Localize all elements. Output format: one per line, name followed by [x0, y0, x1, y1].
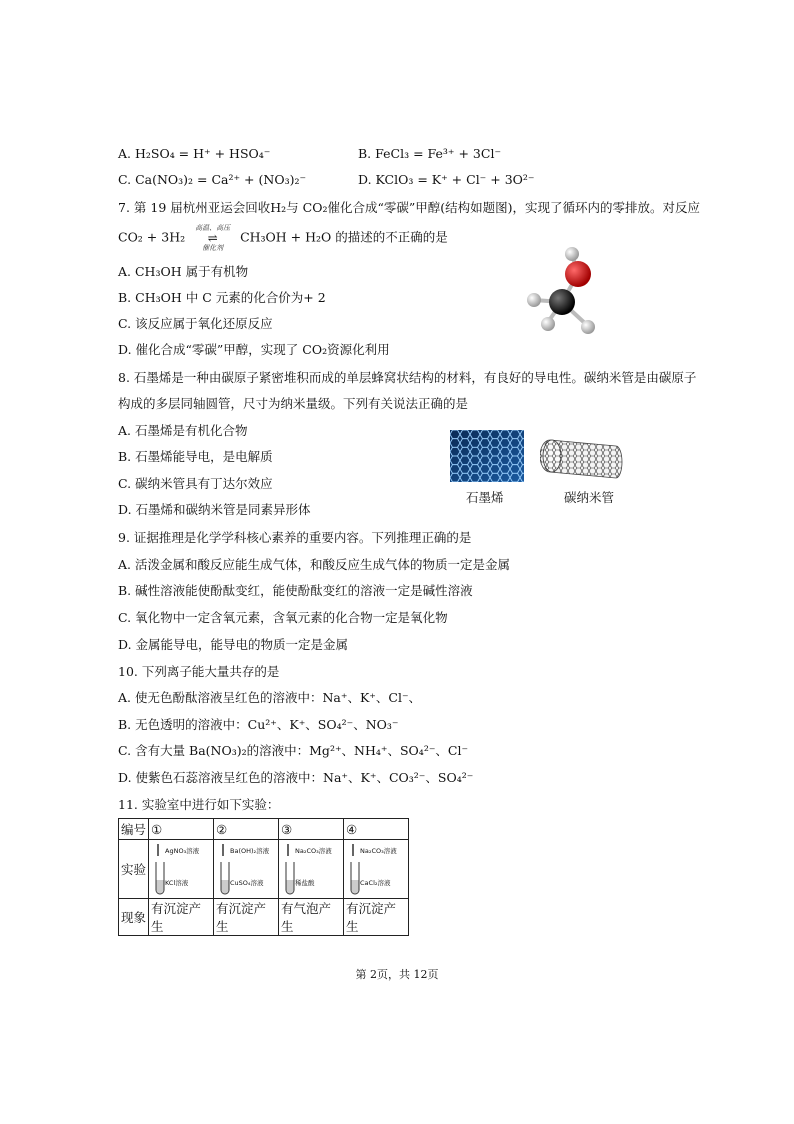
- q9-option-b: B. 碱性溶液能使酚酞变红，能使酚酞变红的溶液一定是碱性溶液: [118, 583, 473, 598]
- reagent-bottom-4: CaCl₂溶液: [360, 879, 391, 887]
- q7-equation-left: CO₂ + 3H₂: [118, 229, 186, 245]
- q10-option-b: B. 无色透明的溶液中：Cu²⁺、K⁺、SO₄²⁻、NO₃⁻: [118, 717, 399, 732]
- experiment-cell-4: [344, 840, 409, 899]
- q10-option-a: A. 使无色酚酞溶液呈红色的溶液中：Na⁺、K⁺、Cl⁻、: [118, 690, 422, 705]
- q7-equation-right: CH₃OH + H₂O: [240, 229, 332, 245]
- reagent-bottom-3: 稀盐酸: [295, 879, 315, 887]
- q7-option-d: D. 催化合成“零碳”甲醇，实现了 CO₂资源化利用: [118, 342, 390, 357]
- table-row: [119, 819, 409, 840]
- q10-stem: 10. 下列离子能大量共存的是: [118, 664, 280, 679]
- q6-option-b-text: B. FeCl₃ = Fe³⁺ + 3Cl⁻: [358, 146, 502, 161]
- row-label-experiment: 实验: [119, 840, 149, 899]
- experiment-number-3: ③: [279, 819, 344, 840]
- q7-option-c: C. 该反应属于氧化还原反应: [118, 316, 273, 331]
- reagent-top-1: AgNO₃溶液: [165, 847, 200, 855]
- reagent-top-2: Ba(OH)₂溶液: [230, 847, 270, 855]
- q6-option-d: [358, 172, 535, 188]
- experiment-cell-1: [149, 840, 214, 899]
- q8-option-d: D. 石墨烯和碳纳米管是同素异形体: [118, 502, 311, 517]
- q6-option-c: [118, 172, 306, 188]
- reagent-top-3: Na₂CO₃溶液: [295, 847, 332, 855]
- q10-option-c: C. 含有大量 Ba(NO₃)₂的溶液中：Mg²⁺、NH₄⁺、SO₄²⁻、Cl⁻: [118, 743, 469, 758]
- methanol-molecule-figure: [520, 244, 610, 340]
- reagent-bottom-2: CuSO₄溶液: [230, 879, 264, 887]
- graphene-figure: [450, 430, 524, 482]
- q7-stem-tail: 的描述的不正确的是: [331, 229, 448, 245]
- q8-stem-line1: 8. 石墨烯是一种由碳原子紧密堆积而成的单层蜂窝状结构的材料，有良好的导电性。碳纳米管是由碳原子: [118, 370, 697, 385]
- q6-option-d-text: D. KClO₃ = K⁺ + Cl⁻ + 3O²⁻: [358, 172, 535, 187]
- q10-option-d: D. 使紫色石蕊溶液呈红色的溶液中：Na⁺、K⁺、CO₃²⁻、SO₄²⁻: [118, 770, 474, 785]
- reagent-bottom-1: KCl溶液: [165, 879, 189, 887]
- q9-option-c: C. 氧化物中一定含氧元素，含氧元素的化合物一定是氧化物: [118, 610, 448, 625]
- experiment-cell-2: [214, 840, 279, 899]
- q11-stem: 11. 实验室中进行如下实验：: [118, 797, 280, 812]
- graphene-caption: 石墨烯: [466, 490, 504, 505]
- q6-option-c-text: C. Ca(NO₃)₂ = Ca²⁺ + (NO₃)₂⁻: [118, 172, 307, 187]
- q7-equation-line: [118, 224, 448, 252]
- q9-stem: 9. 证据推理是化学学科核心素养的重要内容。下列推理正确的是: [118, 530, 472, 545]
- q6-option-a-text: A. H₂SO₄ = H⁺ + HSO₄⁻: [118, 146, 271, 161]
- page-footer: 第 2页，共 12页: [355, 968, 439, 981]
- q9-option-d: D. 金属能导电，能导电的物质一定是金属: [118, 637, 349, 652]
- q8-stem-line2: 构成的多层同轴圆管，尺寸为纳米量级。下列有关说法正确的是: [118, 396, 469, 411]
- q7-stem-line1: 7. 第 19 届杭州亚运会回收H₂与 CO₂催化合成“零碳”甲醇(结构如题图)，实现了循环内的零排放。对反应: [118, 200, 700, 215]
- q6-option-b: [358, 146, 501, 162]
- q7-arrow-symbol: ⇌: [207, 231, 218, 245]
- table-row: [119, 840, 409, 899]
- phenomenon-1: 有沉淀产生: [149, 899, 214, 936]
- experiment-number-4: ④: [344, 819, 409, 840]
- experiment-cell-3: [279, 840, 344, 899]
- q8-option-c: C. 碳纳米管具有丁达尔效应: [118, 476, 273, 491]
- q6-option-a: [118, 146, 270, 162]
- experiment-number-2: ②: [214, 819, 279, 840]
- nanotube-figure: [540, 432, 624, 482]
- phenomenon-4: 有沉淀产生: [344, 899, 409, 936]
- reagent-top-4: Na₂CO₃溶液: [360, 847, 397, 855]
- phenomenon-3: 有气泡产生: [279, 899, 344, 936]
- q7-condition-top: 高温、高压: [195, 224, 231, 232]
- q7-condition-bottom: 催化剂: [202, 244, 224, 252]
- experiment-number-1: ①: [149, 819, 214, 840]
- q8-option-a: A. 石墨烯是有机化合物: [118, 423, 248, 438]
- q7-option-b: B. CH₃OH 中 C 元素的化合价为+ 2: [118, 290, 326, 305]
- q8-option-b: B. 石墨烯能导电，是电解质: [118, 449, 273, 464]
- experiment-table: [118, 818, 409, 936]
- q7-reaction-arrow: [195, 224, 230, 252]
- row-label-phenomenon: 现象: [119, 899, 149, 936]
- phenomenon-2: 有沉淀产生: [214, 899, 279, 936]
- q9-option-a: A. 活泼金属和酸反应能生成气体，和酸反应生成气体的物质一定是金属: [118, 557, 510, 572]
- row-label-number: 编号: [119, 819, 149, 840]
- nanotube-caption: 碳纳米管: [564, 490, 615, 505]
- table-row: [119, 899, 409, 936]
- q7-option-a: A. CH₃OH 属于有机物: [118, 264, 249, 279]
